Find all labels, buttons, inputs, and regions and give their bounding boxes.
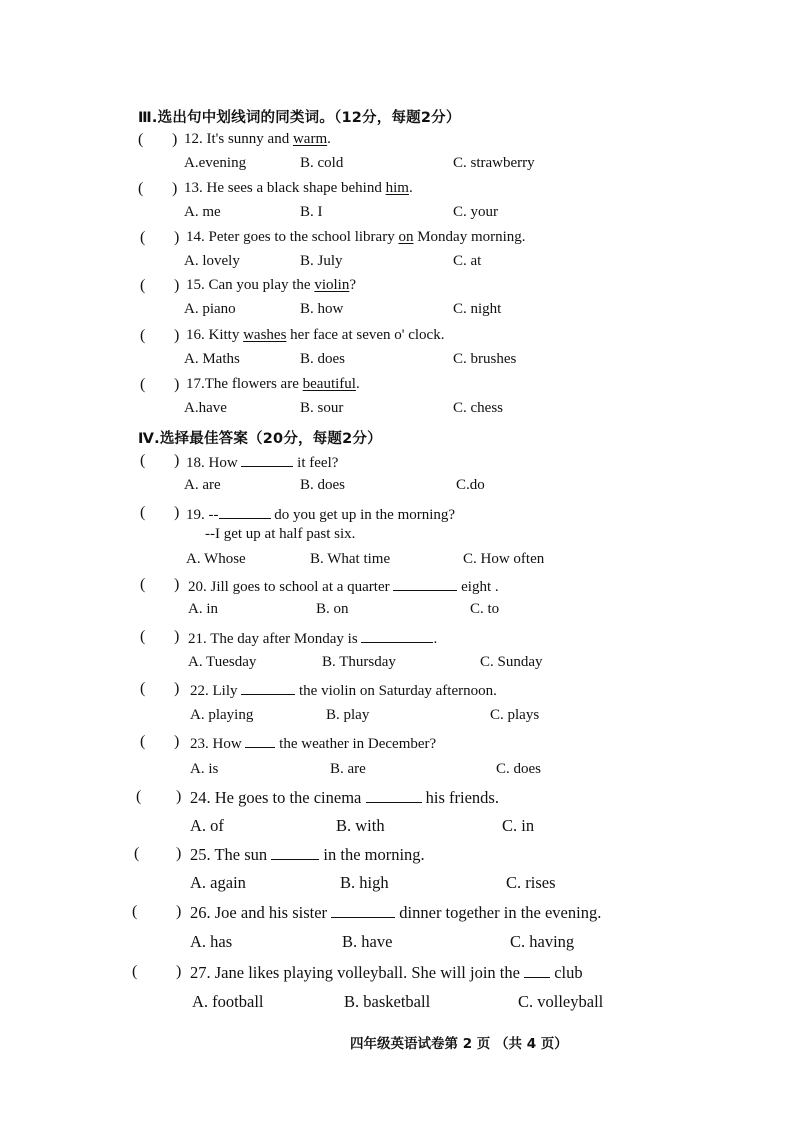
stem-text: do you get up in the morning?	[270, 507, 456, 523]
option-c: C.do	[456, 477, 485, 493]
question-line	[0, 180, 794, 202]
question-stem	[186, 277, 356, 294]
stem-text: his friends.	[421, 788, 499, 807]
option-c: C. having	[510, 932, 575, 951]
option-c: C. chess	[453, 400, 503, 416]
option-b: B. on	[316, 601, 349, 617]
answer-paren-open: (	[140, 376, 146, 393]
stem-text: 17.The flowers are	[186, 376, 303, 392]
option-b: B. does	[300, 477, 345, 493]
option-a: A.evening	[184, 155, 247, 171]
answer-paren-open: (	[138, 180, 144, 197]
option-c: C. volleyball	[518, 992, 604, 1011]
option-b: B. have	[342, 932, 393, 951]
underlined-word: washes	[243, 327, 287, 343]
page-footer: 四年级英语试卷第 2 页 （共 4 页）	[350, 1036, 568, 1052]
stem-text: in the morning.	[319, 845, 425, 864]
stem-text: dinner together in the evening.	[395, 903, 602, 922]
option-b: B. play	[326, 707, 370, 723]
option-c: C. to	[470, 601, 500, 617]
answer-paren-open: (	[140, 733, 146, 750]
answer-paren-open: (	[138, 131, 144, 148]
option-a: A. playing	[190, 707, 254, 723]
option-a: A. Maths	[184, 351, 240, 367]
option-c: C. How often	[463, 551, 545, 567]
option-b: B. how	[300, 301, 344, 317]
option-b: B. does	[300, 351, 345, 367]
stem-text: 13. He sees a black shape behind	[184, 180, 386, 196]
answer-paren-open: (	[132, 903, 138, 920]
answer-paren-open: (	[140, 229, 146, 246]
answer-paren-close: )	[174, 628, 180, 645]
stem-text: 23. How	[190, 736, 246, 752]
answer-paren-open: (	[140, 327, 146, 344]
option-a: A. is	[190, 761, 219, 777]
option-c: C. Sunday	[480, 654, 543, 670]
option-a: A. again	[190, 873, 246, 892]
option-a: A. has	[190, 932, 233, 951]
option-c: C. your	[453, 204, 498, 220]
stem-text: .	[327, 131, 331, 147]
stem-text: ?	[349, 277, 357, 293]
stem-text: 25. The sun	[190, 845, 272, 864]
question-line	[0, 903, 794, 925]
question-line	[0, 963, 794, 985]
underlined-word: violin	[314, 277, 350, 293]
answer-paren-close: )	[176, 845, 182, 862]
stem-text: the weather in December?	[275, 736, 437, 752]
underlined-word: on	[398, 229, 414, 245]
option-c: C. rises	[506, 873, 556, 892]
option-b: B. sour	[300, 400, 344, 416]
answer-paren-close: )	[176, 788, 182, 805]
question-line	[0, 452, 794, 474]
question-stem	[186, 229, 526, 246]
answer-paren-close: )	[172, 180, 178, 197]
option-b: B. are	[330, 761, 366, 777]
answer-paren-open: (	[140, 680, 146, 697]
answer-paren-close: )	[174, 376, 180, 393]
stem-text: her face at seven o' clock.	[286, 327, 445, 343]
answer-paren-close: )	[174, 277, 180, 294]
stem-text: 18. How	[186, 455, 242, 471]
option-a: A. lovely	[184, 253, 240, 269]
option-b: B. Thursday	[322, 654, 396, 670]
answer-paren-open: (	[140, 452, 146, 469]
answer-paren-close: )	[176, 963, 182, 980]
answer-blank	[271, 845, 319, 860]
stem-text: .	[408, 180, 413, 196]
answer-blank	[366, 788, 422, 803]
option-a: A. football	[192, 992, 264, 1011]
answer-paren-close: )	[174, 680, 180, 697]
option-c: C. in	[502, 816, 535, 835]
option-b: B. What time	[310, 551, 391, 567]
option-a: A. of	[190, 816, 224, 835]
question-stem	[190, 963, 583, 983]
option-c: C. night	[453, 301, 502, 317]
option-b: B. with	[336, 816, 385, 835]
answer-blank	[361, 628, 433, 643]
question-stem	[190, 788, 499, 808]
question-line	[0, 628, 794, 650]
answer-paren-close: )	[174, 327, 180, 344]
option-b: B. high	[340, 873, 389, 892]
section-title-iv: Ⅳ.选择最佳答案（20分，每题2分）	[138, 431, 382, 447]
answer-paren-close: )	[174, 452, 180, 469]
answer-paren-open: (	[140, 504, 146, 521]
option-b: B. basketball	[344, 992, 431, 1011]
question-stem	[184, 131, 331, 148]
question-stem	[190, 680, 497, 700]
answer-paren-open: (	[132, 963, 138, 980]
option-b: B. I	[300, 204, 323, 220]
option-a: A.have	[184, 400, 227, 416]
answer-paren-close: )	[172, 131, 178, 148]
option-a: A. Whose	[186, 551, 246, 567]
answer-blank	[245, 733, 275, 748]
question-line	[0, 788, 794, 810]
option-c: C. plays	[490, 707, 540, 723]
question-stem	[186, 452, 338, 472]
answer-blank	[393, 576, 457, 591]
question-line	[0, 376, 794, 398]
question-line	[0, 576, 794, 598]
answer-paren-open: (	[140, 277, 146, 294]
option-a: A. in	[188, 601, 218, 617]
stem-text: 19. --	[186, 507, 219, 523]
stem-text: .	[433, 631, 438, 647]
question-line	[0, 504, 794, 526]
answer-paren-close: )	[174, 504, 180, 521]
option-b: B. July	[300, 253, 343, 269]
section-title-iii: Ⅲ.选出句中划线词的同类词。（12分，每题2分）	[138, 110, 461, 126]
question-response-line: --I get up at half past six.	[205, 526, 356, 542]
option-a: A. Tuesday	[188, 654, 257, 670]
stem-text: 24. He goes to the cinema	[190, 788, 366, 807]
question-stem	[186, 327, 444, 344]
question-line	[0, 229, 794, 251]
stem-text: 20. Jill goes to school at a quarter	[188, 579, 394, 595]
stem-text: 22. Lily	[190, 683, 242, 699]
stem-text: 16. Kitty	[186, 327, 244, 343]
answer-paren-close: )	[174, 229, 180, 246]
question-stem	[184, 180, 413, 197]
underlined-word: warm	[292, 131, 328, 147]
underlined-word: him	[385, 180, 409, 196]
question-line	[0, 680, 794, 702]
question-stem	[188, 628, 437, 648]
answer-paren-close: )	[174, 576, 180, 593]
option-c: C. brushes	[453, 351, 517, 367]
question-line	[0, 277, 794, 299]
answer-paren-close: )	[174, 733, 180, 750]
answer-blank	[524, 963, 550, 978]
stem-text: 12. It's sunny and	[184, 131, 293, 147]
stem-text: 15. Can you play the	[186, 277, 315, 293]
stem-text: 26. Joe and his sister	[190, 903, 332, 922]
answer-paren-close: )	[176, 903, 182, 920]
stem-text: .	[355, 376, 360, 392]
question-stem	[190, 903, 601, 923]
option-a: A. piano	[184, 301, 236, 317]
stem-text: the violin on Saturday afternoon.	[295, 683, 497, 699]
stem-text: Monday morning.	[413, 229, 526, 245]
stem-text: 21. The day after Monday is	[188, 631, 362, 647]
stem-text: eight .	[457, 579, 499, 595]
option-b: B. cold	[300, 155, 344, 171]
underlined-word: beautiful	[302, 376, 356, 392]
question-stem	[190, 733, 436, 753]
answer-blank	[241, 452, 293, 467]
stem-text: 27. Jane likes playing volleyball. She will join the	[190, 963, 525, 982]
answer-paren-open: (	[136, 788, 142, 805]
option-a: A. me	[184, 204, 221, 220]
stem-text: it feel?	[293, 455, 339, 471]
question-line	[0, 733, 794, 755]
question-stem	[186, 376, 360, 393]
answer-paren-open: (	[140, 576, 146, 593]
stem-text: club	[550, 963, 583, 982]
option-c: C. does	[496, 761, 541, 777]
answer-paren-open: (	[140, 628, 146, 645]
option-c: C. at	[453, 253, 482, 269]
answer-blank	[219, 504, 271, 519]
question-stem	[188, 576, 499, 596]
question-line	[0, 131, 794, 153]
stem-text: 14. Peter goes to the school library	[186, 229, 399, 245]
question-stem	[186, 504, 455, 524]
option-c: C. strawberry	[453, 155, 535, 171]
question-line	[0, 327, 794, 349]
answer-blank	[331, 903, 395, 918]
question-stem	[190, 845, 425, 865]
answer-blank	[241, 680, 295, 695]
answer-paren-open: (	[134, 845, 140, 862]
question-line	[0, 845, 794, 867]
option-a: A. are	[184, 477, 221, 493]
